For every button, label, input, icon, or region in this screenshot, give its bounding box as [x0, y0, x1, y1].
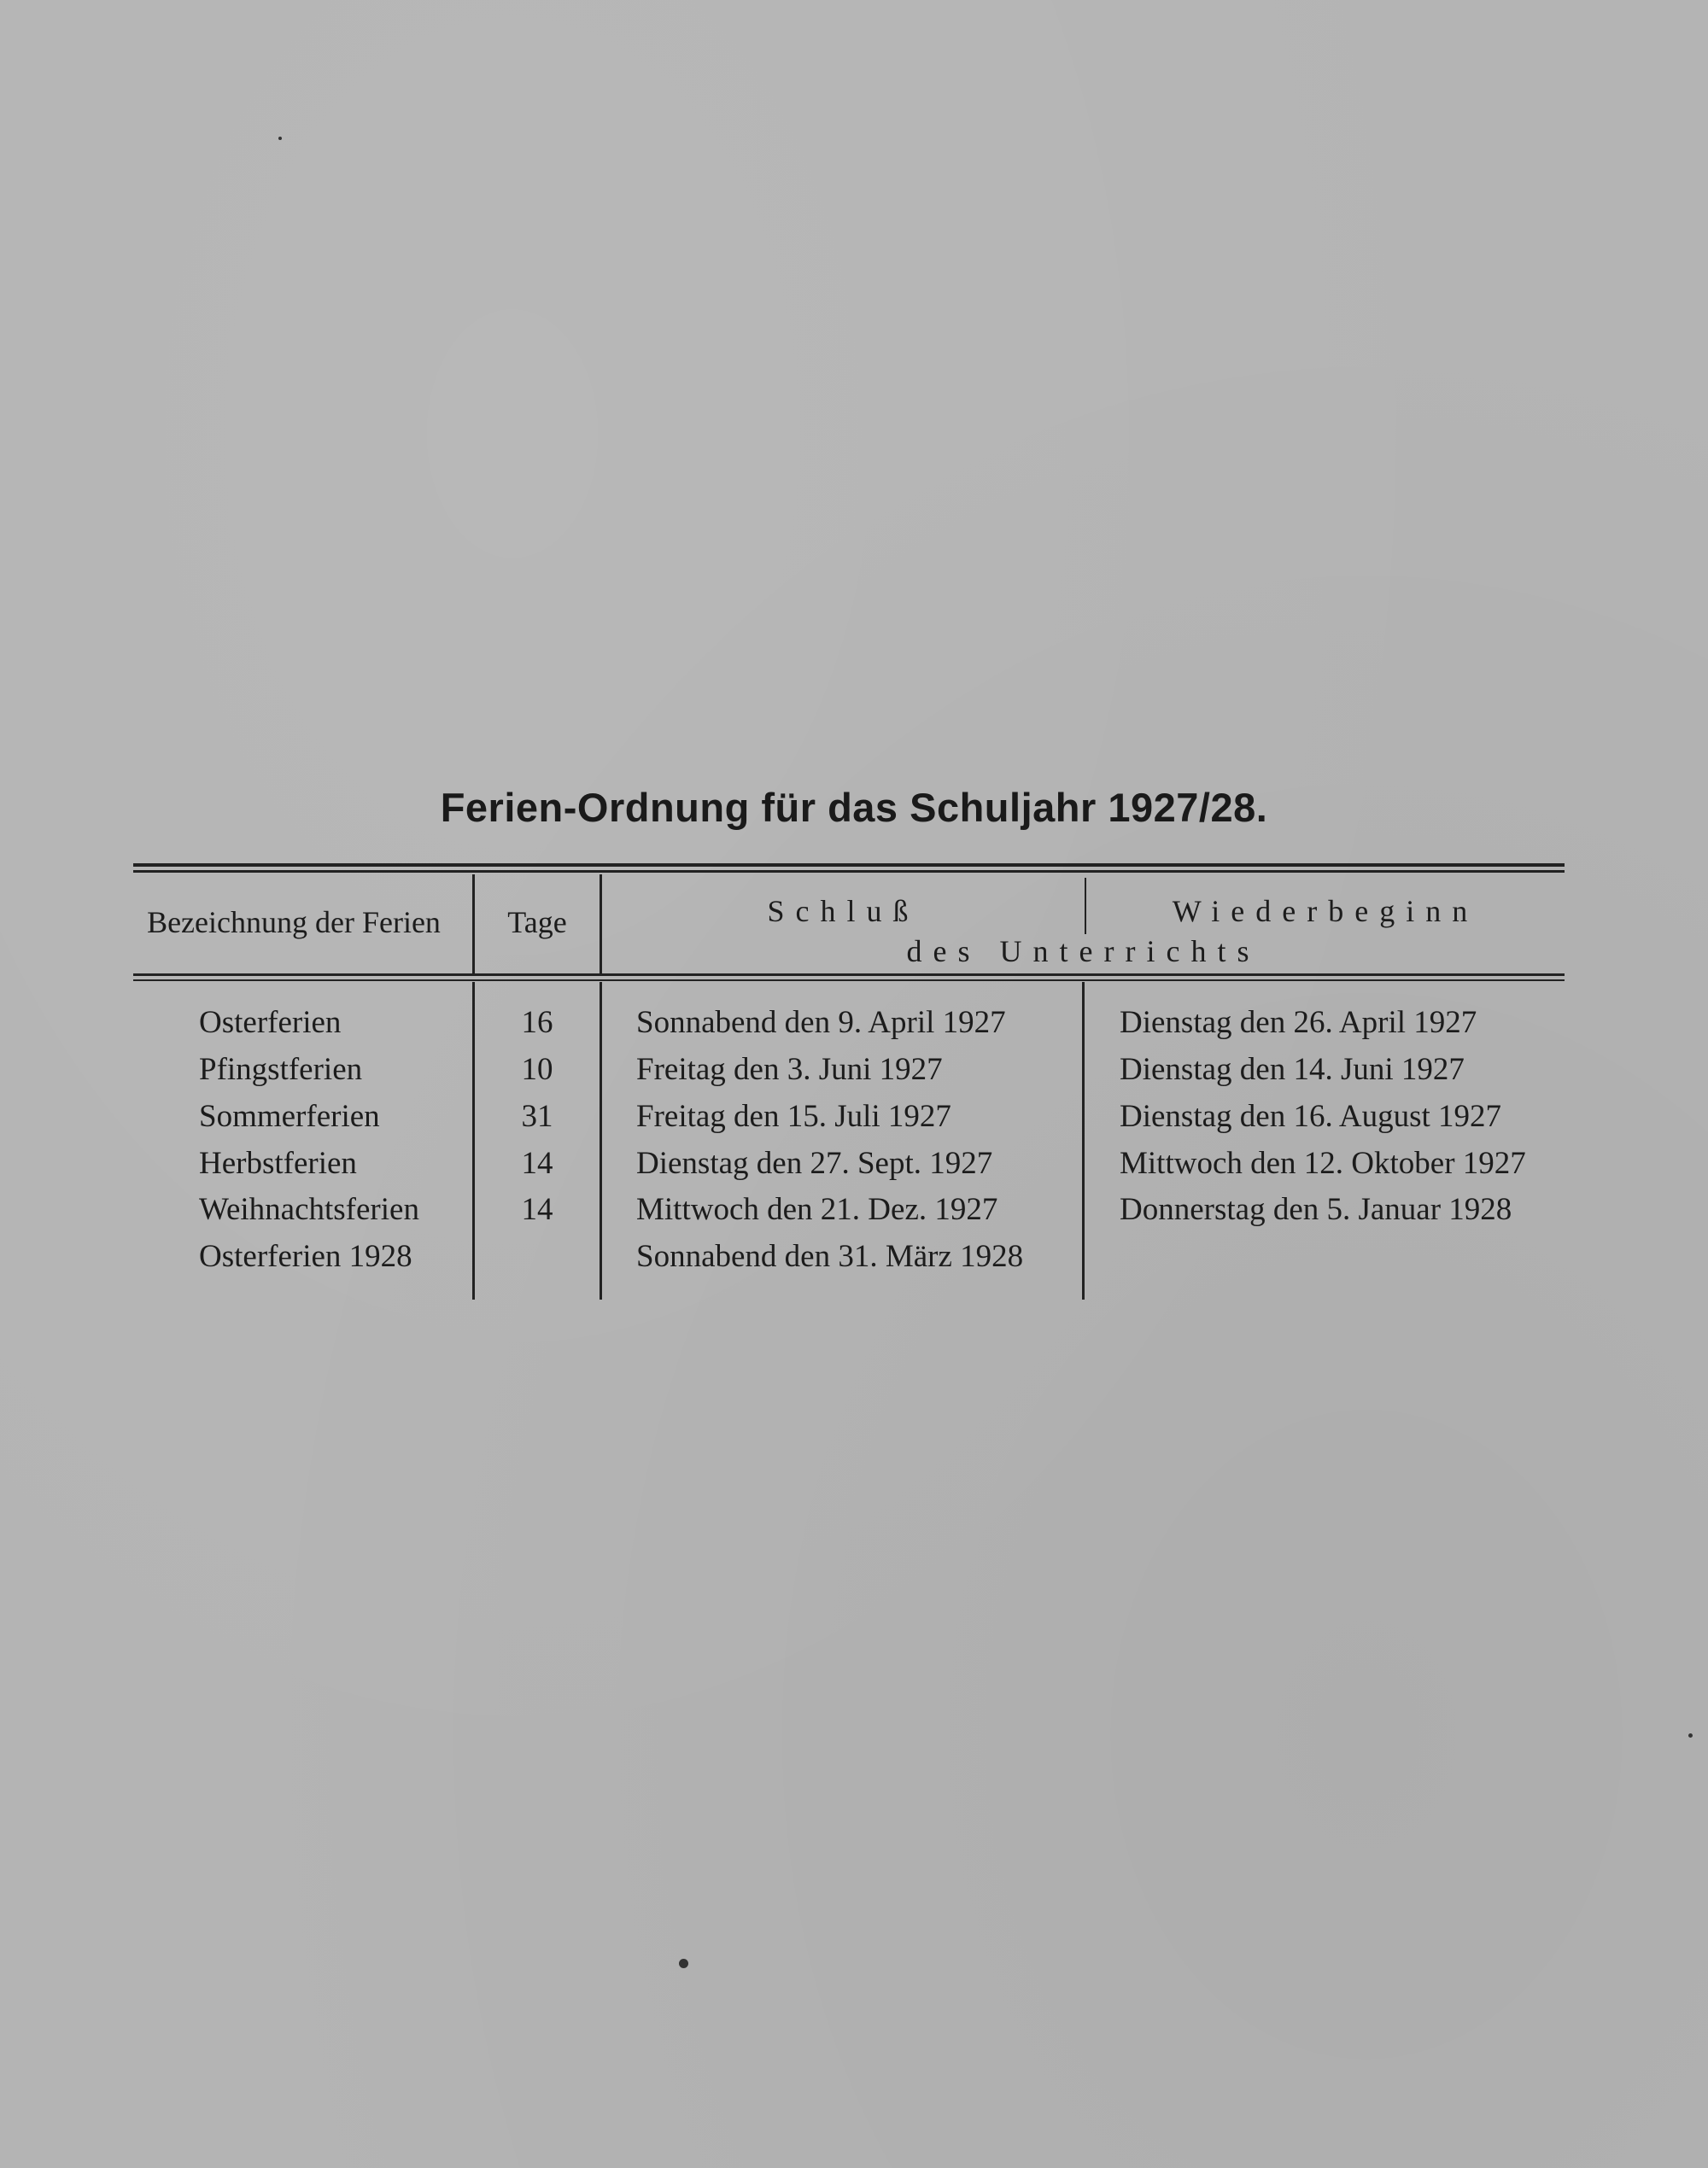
row-holiday-name: Osterferien 1928 — [199, 1239, 412, 1274]
paper-speck — [278, 137, 282, 140]
table-top-rule-2 — [133, 870, 1565, 873]
header-shared-subtitle: des Unterrichts — [906, 934, 1261, 968]
row-days: 10 — [521, 1052, 553, 1087]
row-end-date: Freitag den 3. Juni 1927 — [636, 1052, 943, 1087]
row-end-date: Dienstag den 27. Sept. 1927 — [636, 1146, 993, 1181]
paper-speck — [679, 1959, 688, 1968]
row-restart-date: Dienstag den 14. Juni 1927 — [1120, 1052, 1465, 1087]
row-restart-date: Donnerstag den 5. Januar 1928 — [1120, 1192, 1512, 1227]
row-days: 16 — [521, 1005, 553, 1040]
header-days: Tage — [507, 905, 567, 939]
column-divider-2-body — [600, 982, 602, 1300]
column-divider-3-body — [1082, 982, 1085, 1300]
row-end-date: Freitag den 15. Juli 1927 — [636, 1099, 951, 1134]
row-holiday-name: Pfingstferien — [199, 1052, 363, 1087]
paper-speck — [1688, 1733, 1693, 1738]
header-end: Schluß — [767, 894, 920, 928]
row-restart-date: Mittwoch den 12. Oktober 1927 — [1120, 1146, 1526, 1181]
row-days: 14 — [521, 1146, 553, 1181]
row-days: 31 — [521, 1099, 553, 1134]
row-end-date: Sonnabend den 9. April 1927 — [636, 1005, 1006, 1040]
row-end-date: Mittwoch den 21. Dez. 1927 — [636, 1192, 998, 1227]
page-title: Ferien-Ordnung für das Schuljahr 1927/28. — [440, 785, 1268, 830]
row-holiday-name: Herbstferien — [199, 1146, 357, 1181]
row-holiday-name: Weihnachtsferien — [199, 1192, 419, 1227]
table-top-rule-1 — [133, 863, 1565, 867]
row-days: 14 — [521, 1192, 553, 1227]
row-restart-date: Dienstag den 16. August 1927 — [1120, 1099, 1502, 1134]
row-restart-date: Dienstag den 26. April 1927 — [1120, 1005, 1477, 1040]
header-holiday-name: Bezeichnung der Ferien — [147, 905, 441, 939]
row-end-date: Sonnabend den 31. März 1928 — [636, 1239, 1024, 1274]
row-holiday-name: Sommerferien — [199, 1099, 380, 1134]
header-bottom-rule-1 — [133, 973, 1565, 976]
row-holiday-name: Osterferien — [199, 1005, 342, 1040]
header-restart: Wiederbeginn — [1172, 894, 1479, 928]
header-bottom-rule-2 — [133, 979, 1565, 981]
